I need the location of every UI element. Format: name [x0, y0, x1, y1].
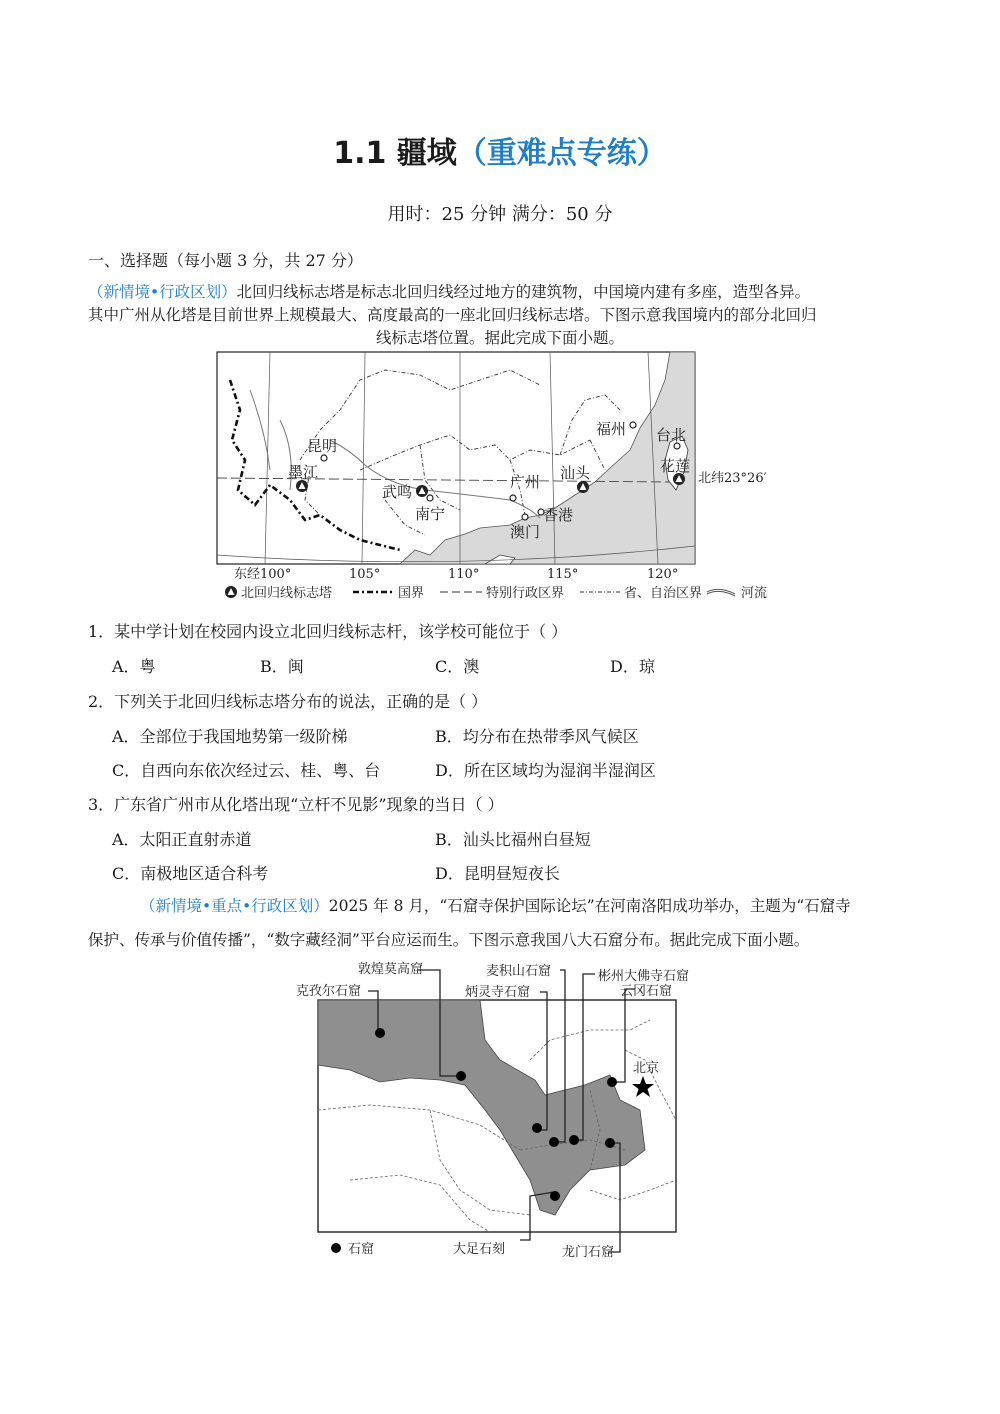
tower-mojiang: [296, 480, 308, 492]
question-2-option-a[interactable]: A．全部位于我国地势第一级阶梯: [112, 727, 348, 746]
question-3-stem: 3．广东省广州市从化塔出现“立杆不见影”现象的当日（ ）: [88, 795, 504, 814]
question-2-option-d[interactable]: D．所在区域均为湿润半湿润区: [435, 761, 656, 780]
label-kunming: 昆明: [307, 437, 338, 455]
time-info: 用时：25 分钟 满分：50 分: [387, 204, 613, 225]
label-hualian: 花莲: [660, 457, 691, 475]
question-3-option-c[interactable]: C．南极地区适合科考: [112, 864, 269, 883]
map1-legend: [225, 585, 702, 601]
legend-sar-label: 特别行政区界: [486, 586, 565, 601]
label-mojiang: 墨江: [288, 463, 319, 481]
page-title: [0, 128, 1000, 172]
label-taibei: 台北: [656, 426, 687, 444]
legend-province-label: 省、自治区界: [624, 586, 703, 601]
question-1-option-d[interactable]: D．琼: [610, 657, 655, 676]
label-guangzhou: 广州: [510, 473, 541, 491]
question-1-option-a[interactable]: A．粤: [112, 657, 156, 676]
passage1-tag: （新情境•行政区划）: [88, 283, 237, 301]
label-nanning: 南宁: [415, 505, 446, 523]
legend-tower-label: 北回归线标志塔: [241, 586, 333, 601]
question-2-option-b[interactable]: B．均分布在热带季风气候区: [435, 727, 639, 746]
legend-river: [705, 582, 785, 604]
label-fuzhou: 福州: [596, 420, 627, 438]
label-binzhou: 彬州大佛寺石窟: [598, 969, 690, 984]
tower-shantou: [577, 481, 589, 493]
question-1-option-b[interactable]: B．闽: [260, 657, 304, 676]
label-longmen: 龙门石窟: [562, 1245, 615, 1260]
label-maiji: 麦积山石窟: [486, 964, 552, 979]
section-heading: 一、选择题（每小题 3 分，共 27 分）: [88, 251, 363, 270]
question-1-option-c[interactable]: C．澳: [435, 657, 480, 676]
tower-wuming: [416, 485, 428, 497]
passage2-line1: [140, 895, 940, 918]
label-kezier: 克孜尔石窟: [296, 984, 362, 999]
label-yungang: 云冈石窟: [620, 984, 673, 999]
passage1-text1: 北回归线标志塔是标志北回归线经过地方的建筑物，中国境内建有多座，造型各异。: [236, 283, 811, 301]
passage1-line3: 线标志塔位置。据此完成下面小题。: [375, 329, 624, 347]
lon-label-105: 105°: [349, 567, 381, 582]
lon-label-100: 东经100°: [234, 567, 292, 582]
lon-label-115: 115°: [547, 567, 579, 582]
label-beijing: 北京: [633, 1061, 660, 1076]
question-3-option-d[interactable]: D．昆明昼短夜长: [435, 864, 560, 883]
lon-label-120: 120°: [647, 567, 679, 582]
legend-border-label: 国界: [398, 586, 425, 601]
passage1-line2: 其中广州从化塔是目前世界上规模最大、高度最高的一座北回归线标志塔。下图示意我国境内的部分北回归: [88, 306, 817, 324]
legend-tower-icon: [225, 586, 237, 598]
passage2-text1: 2025 年 8 月，“石窟寺保护国际论坛”在河南洛阳成功举办，主题为“石窟寺: [328, 897, 851, 915]
legend-river-label: 河流: [741, 586, 768, 601]
passage2-tag: （新情境•重点•行政区划）: [140, 897, 329, 915]
label-dunhuang: 敦煌莫高窟: [358, 962, 424, 977]
grotto-map: [290, 960, 710, 1265]
question-2-option-c[interactable]: C．自西向东依次经过云、桂、粤、台: [112, 761, 381, 780]
question-3-option-a[interactable]: A．太阳正直射赤道: [112, 830, 252, 849]
passage1-line1: [88, 281, 918, 304]
question-3-option-b[interactable]: B．汕头比福州白昼短: [435, 830, 591, 849]
label-shantou: 汕头: [560, 464, 591, 482]
question-2-stem: 2．下列关于北回归线标志塔分布的说法，正确的是（ ）: [88, 692, 488, 711]
title-highlight: （重难点专练）: [456, 136, 667, 171]
label-bingling: 炳灵寺石窟: [465, 985, 531, 1000]
label-xianggang: 香港: [543, 506, 574, 524]
label-latitude: 北纬23°26′: [698, 471, 767, 486]
legend-grotto-label: 石窟: [348, 1242, 375, 1257]
legend-grotto-dot: [331, 1243, 341, 1253]
label-aomen: 澳门: [510, 523, 541, 541]
label-dazu: 大足石刻: [453, 1242, 506, 1257]
question-1-stem: 1．某中学计划在校园内设立北回归线标志杆，该学校可能位于（ ）: [88, 622, 568, 641]
title-main: 1.1 疆域: [333, 136, 457, 171]
passage2-line2: 保护、传承与价值传播”，“数字藏经洞”平台应运而生。下图示意我国八大石窟分布。据此完成下面小题。: [88, 931, 810, 949]
label-wuming: 武鸣: [382, 483, 413, 501]
lon-label-110: 110°: [448, 567, 480, 582]
